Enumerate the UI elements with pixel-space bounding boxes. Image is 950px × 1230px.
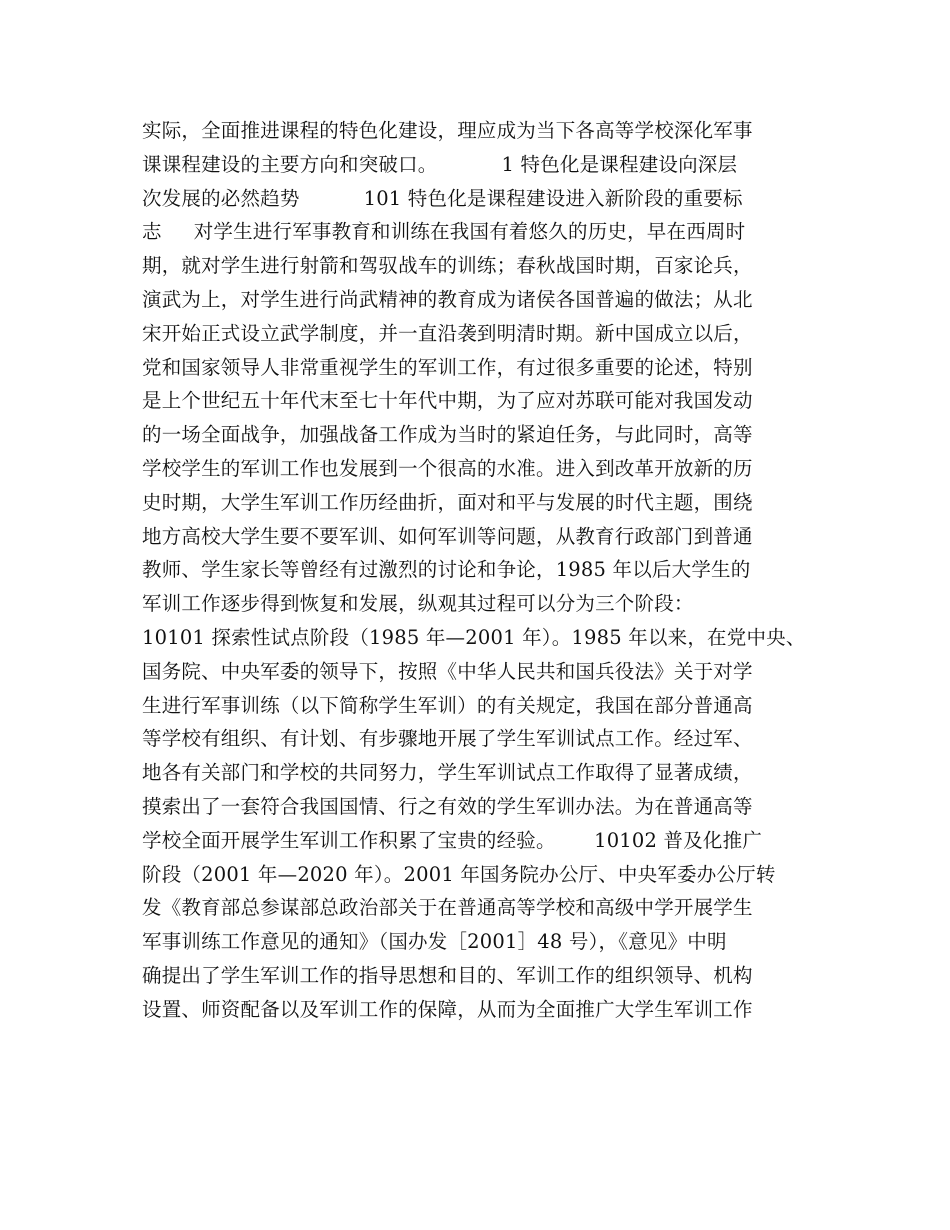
body-text [142, 114, 832, 1027]
text-line: 国务院、中央军委的领导下，按照《中华人民共和国兵役法》关于对学 [142, 659, 753, 683]
text-line: 摸索出了一套符合我国国情、行之有效的学生军训办法。为在普通高等 [142, 794, 753, 818]
text-line: 10101 探索性试点阶段（1985 年—2001 年）。1985 年以来，在党中央、 [142, 625, 806, 649]
text-line: 党和国家领导人非常重视学生的军训工作，有过很多重要的论述，特别 [142, 355, 753, 379]
text-line: 的一场全面战争，加强战备工作成为当时的紧迫任务，与此同时，高等 [142, 423, 753, 447]
text-line: 确提出了学生军训工作的指导思想和目的、军训工作的组织领导、机构 [142, 963, 753, 987]
text-line: 课课程建设的主要方向和突破口。 1 特色化是课程建设向深层 [142, 152, 738, 176]
text-line: 发《教育部总参谋部总政治部关于在普通高等学校和高级中学开展学生 [142, 896, 753, 920]
text-line: 阶段（2001 年—2020 年）。2001 年国务院办公厅、中央军委办公厅转 [142, 862, 776, 886]
text-line: 学校学生的军训工作也发展到一个很高的水准。进入到改革开放新的历 [142, 456, 753, 480]
text-line: 学校全面开展学生军训工作积累了宝贵的经验。 10102 普及化推广 [142, 828, 763, 852]
text-line: 军事训练工作意见的通知》（国办发［2001］48 号），《意见》中明 [142, 930, 727, 954]
text-line: 演武为上，对学生进行尚武精神的教育成为诸侯各国普遍的做法；从北 [142, 287, 753, 311]
text-line: 教师、学生家长等曾经有过激烈的讨论和争论，1985 年以后大学生的 [142, 558, 751, 582]
text-line: 生进行军事训练（以下简称学生军训）的有关规定，我国在部分普通高 [142, 693, 753, 717]
text-line: 志 对学生进行军事教育和训练在我国有着悠久的历史，早在西周时 [142, 220, 746, 244]
text-line: 是上个世纪五十年代末至七十年代中期，为了应对苏联可能对我国发动 [142, 389, 753, 413]
text-line: 史时期，大学生军训工作历经曲折，面对和平与发展的时代主题，围绕 [142, 490, 753, 514]
text-line: 宋开始正式设立武学制度，并一直沿袭到明清时期。新中国成立以后， [142, 321, 753, 345]
text-line: 实际，全面推进课程的特色化建设，理应成为当下各高等学校深化军事 [142, 119, 753, 142]
text-line: 地方高校大学生要不要军训、如何军训等问题，从教育行政部门到普通 [142, 524, 753, 548]
text-line: 次发展的必然趋势 101 特色化是课程建设进入新阶段的重要标 [142, 186, 743, 210]
text-line: 等学校有组织、有计划、有步骤地开展了学生军训试点工作。经过军、 [142, 727, 753, 751]
text-line: 军训工作逐步得到恢复和发展，纵观其过程可以分为三个阶段： [142, 592, 694, 616]
text-line: 期，就对学生进行射箭和驾驭战车的训练；春秋战国时期，百家论兵， [142, 254, 753, 278]
text-line: 设置、师资配备以及军训工作的保障，从而为全面推广大学生军训工作 [142, 997, 753, 1021]
text-line: 地各有关部门和学校的共同努力，学生军训试点工作取得了显著成绩， [142, 761, 753, 785]
